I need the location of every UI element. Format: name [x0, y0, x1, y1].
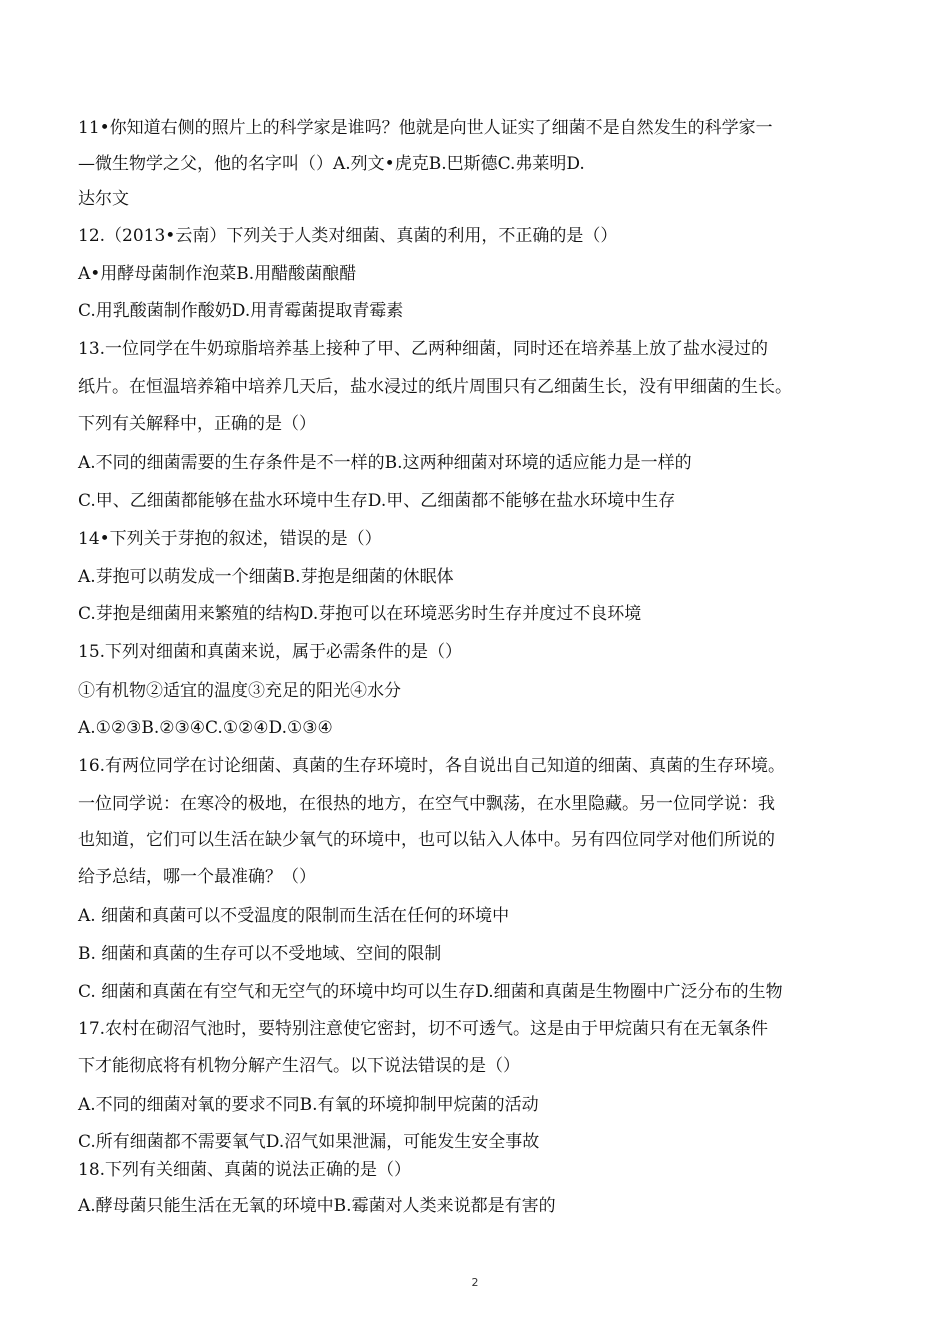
text-line: A.酵母菌只能生活在无氧的环境中B.霉菌对人类来说都是有害的: [78, 1196, 556, 1216]
text-line: A. 细菌和真菌可以不受温度的限制而生活在任何的环境中: [78, 906, 510, 926]
text-line: 16.有两位同学在讨论细菌、真菌的生存环境时，各自说出自己知道的细菌、真菌的生存环境。: [78, 756, 786, 776]
text-line: 13.一位同学在牛奶琼脂培养基上接种了甲、乙两种细菌，同时还在培养基上放了盐水浸过的: [78, 339, 769, 359]
text-line: A.①②③B.②③④C.①②④D.①③④: [78, 718, 333, 738]
text-line: A.不同的细菌需要的生存条件是不一样的B.这两种细菌对环境的适应能力是一样的: [78, 453, 692, 473]
text-line: 一位同学说：在寒冷的极地，在很热的地方，在空气中飘荡，在水里隐藏。另一位同学说：我: [78, 794, 775, 814]
text-line: C.所有细菌都不需要氧气D.沼气如果泄漏，可能发生安全事故: [78, 1132, 540, 1152]
text-line: C.甲、乙细菌都能够在盐水环境中生存D.甲、乙细菌都不能够在盐水环境中生存: [78, 491, 676, 511]
text-line: 下列有关解释中，正确的是（）: [78, 414, 316, 434]
text-line: 11•你知道右侧的照片上的科学家是谁吗？他就是向世人证实了细菌不是自然发生的科学家一: [78, 118, 773, 138]
text-line: 17.农村在砌沼气池时，要特别注意使它密封，切不可透气。这是由于甲烷菌只有在无氧条件: [78, 1019, 769, 1039]
text-line: 15.下列对细菌和真菌来说，属于必需条件的是（）: [78, 642, 463, 662]
text-line: 纸片。在恒温培养箱中培养几天后，盐水浸过的纸片周围只有乙细菌生长，没有甲细菌的生长。: [78, 377, 792, 397]
text-line: B. 细菌和真菌的生存可以不受地域、空间的限制: [78, 944, 442, 964]
text-line: 也知道，它们可以生活在缺少氧气的环境中，也可以钻入人体中。另有四位同学对他们所说的: [78, 830, 775, 850]
text-line: C.芽抱是细菌用来繁殖的结构D.芽抱可以在环境恶劣时生存并度过不良环境: [78, 604, 642, 624]
text-line: 14•下列关于芽抱的叙述，错误的是（）: [78, 529, 382, 549]
text-line: C.用乳酸菌制作酸奶D.用青霉菌提取青霉素: [78, 301, 404, 321]
text-line: A.芽抱可以萌发成一个细菌B.芽抱是细菌的休眠体: [78, 567, 454, 587]
text-line: A.不同的细菌对氧的要求不同B.有氧的环境抑制甲烷菌的活动: [78, 1095, 539, 1115]
text-line: 下才能彻底将有机物分解产生沼气。以下说法错误的是（）: [78, 1056, 520, 1076]
text-line: 达尔文: [78, 189, 129, 209]
text-line: ①有机物②适宜的温度③充足的阳光④水分: [78, 681, 401, 701]
text-line: 给予总结，哪一个最准确？（）: [78, 867, 316, 887]
text-line: —微生物学之父，他的名字叫（）A.列文•虎克B.巴斯德C.弗莱明D.: [78, 154, 585, 174]
text-line: 12.（2013•云南）下列关于人类对细菌、真菌的利用，不正确的是（）: [78, 226, 618, 246]
page-number: 2: [471, 1276, 479, 1289]
text-line: 18.下列有关细菌、真菌的说法正确的是（）: [78, 1160, 412, 1180]
text-line: C. 细菌和真菌在有空气和无空气的环境中均可以生存D.细菌和真菌是生物圈中广泛分布的生物: [78, 982, 783, 1002]
text-line: A•用酵母菌制作泡菜B.用醋酸菌酿醋: [78, 264, 357, 284]
